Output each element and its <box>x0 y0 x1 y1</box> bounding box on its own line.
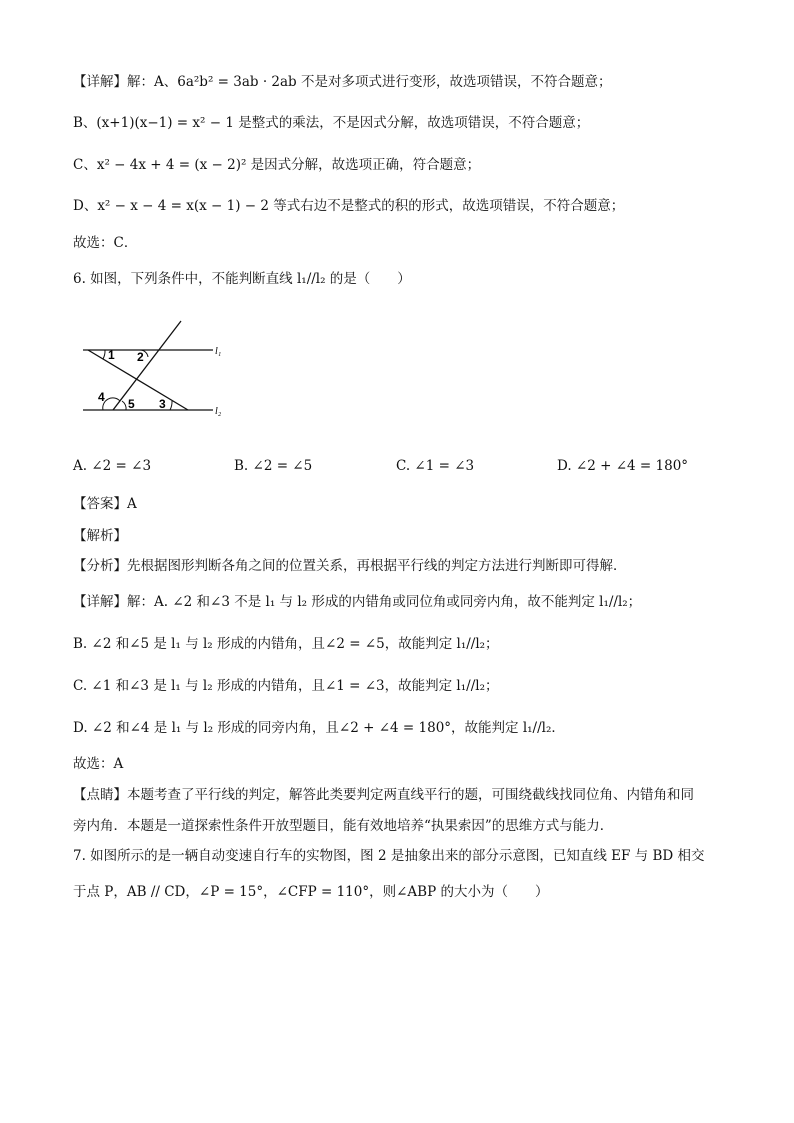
parallel-lines-figure <box>78 315 228 420</box>
q6-detail-d: D. ∠2 和∠4 是 l₁ 与 l₂ 形成的同旁内角，且∠2 + ∠4 = 180°，故能判定 l₁//l₂． <box>73 720 565 736</box>
angle-3-arc <box>170 401 172 410</box>
line-label-l2: l₂ <box>215 406 222 417</box>
q6-choice: 故选：A <box>73 756 124 772</box>
angle-1-arc <box>103 350 105 359</box>
angle-label-2: 2 <box>137 350 144 364</box>
angle-label-5: 5 <box>128 397 135 411</box>
q6-comment-1: 【点睛】本题考查了平行线的判定，解答此类要判定两直线平行的题，可围绕截线找同位角、内错角和同 <box>73 787 694 803</box>
q7-stem-2: 于点 P，AB // CD，∠P = 15°，∠CFP = 110°，则∠ABP 的大小为（ ） <box>73 884 549 900</box>
prev-choice: 故选：C． <box>73 235 138 251</box>
transversal-1 <box>113 321 181 410</box>
q6-answer: 【答案】A <box>73 496 137 512</box>
q7-stem-1: 7. 如图所示的是一辆自动变速自行车的实物图，图 2 是抽象出来的部分示意图，已知直线 EF 与 BD 相交 <box>73 848 705 864</box>
q6-comment-2: 旁内角．本题是一道探索性条件开放型题目，能有效地培养“执果索因”的思维方式与能力． <box>73 818 614 834</box>
q6-analysis: 【分析】先根据图形判断各角之间的位置关系，再根据平行线的判定方法进行判断即可得解． <box>73 558 627 574</box>
prev-detail-d: D、x² − x − 4 = x(x − 1) − 2 等式右边不是整式的积的形式，故选项错误，不符合题意； <box>73 198 625 214</box>
q6-detail-b: B. ∠2 和∠5 是 l₁ 与 l₂ 形成的内错角，且∠2 = ∠5，故能判定 l₁//l₂； <box>73 636 499 652</box>
angle-label-4: 4 <box>98 390 105 404</box>
angle-5-arc <box>122 401 126 410</box>
q6-option-c: C. ∠1 = ∠3 <box>396 458 475 474</box>
q6-detail-a: 【详解】解：A. ∠2 和∠3 不是 l₁ 与 l₂ 形成的内错角或同位角或同旁内角，故不能判定 l₁//l₂； <box>73 594 642 610</box>
q6-option-a: A. ∠2 = ∠3 <box>73 458 152 474</box>
q6-stem: 6. 如图，下列条件中，不能判断直线 l₁//l₂ 的是（ ） <box>73 271 411 287</box>
q6-analysis-header: 【解析】 <box>73 528 127 544</box>
angle-label-1: 1 <box>108 348 115 362</box>
q6-option-b: B. ∠2 = ∠5 <box>234 458 313 474</box>
angle-label-3: 3 <box>159 397 166 411</box>
line-label-l1: l₁ <box>215 346 222 357</box>
prev-detail-a: 【详解】解：A、6a²b² = 3ab · 2ab 不是对多项式进行变形，故选项错误，不符合题意； <box>73 74 612 90</box>
prev-detail-c: C、x² − 4x + 4 = (x − 2)² 是因式分解，故选项正确，符合题意； <box>73 157 481 173</box>
q6-option-d: D. ∠2 + ∠4 = 180° <box>557 458 689 474</box>
prev-detail-b: B、(x+1)(x−1) = x² − 1 是整式的乘法，不是因式分解，故选项错误，不符合题意； <box>73 115 590 131</box>
q6-detail-c: C. ∠1 和∠3 是 l₁ 与 l₂ 形成的内错角，且∠1 = ∠3，故能判定 l₁//l₂； <box>73 678 499 694</box>
